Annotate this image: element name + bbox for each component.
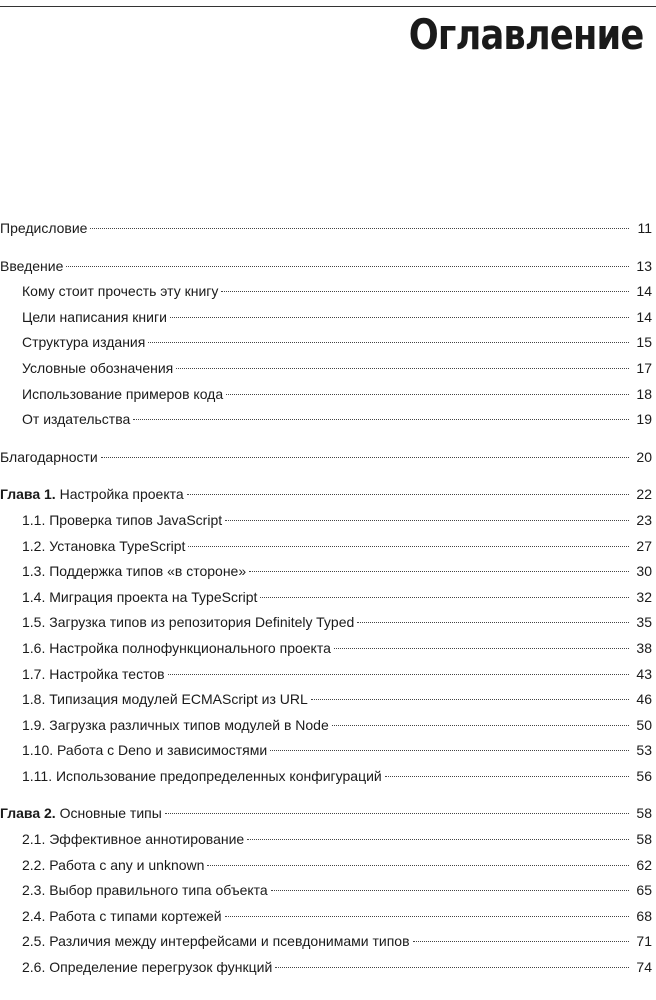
toc-page-number: 22: [636, 486, 652, 503]
toc-entry[interactable]: [0, 585, 656, 611]
toc-entry[interactable]: [0, 254, 656, 280]
leader-dots: [221, 291, 629, 292]
toc-chapter-entry[interactable]: [0, 801, 656, 827]
toc-entry-text: Цели написания книги: [22, 305, 167, 331]
leader-dots: [66, 266, 629, 267]
toc-entry[interactable]: [0, 559, 656, 585]
leader-dots: [101, 457, 629, 458]
toc-entry-text: Глава 2. Основные типы: [0, 801, 162, 827]
toc-entry-text: Предисловие: [0, 216, 87, 242]
toc-entry[interactable]: [0, 407, 656, 433]
toc-entry-text: 2.4. Работа с типами кортежей: [22, 904, 222, 930]
toc-entry[interactable]: [0, 356, 656, 382]
leader-dots: [225, 520, 629, 521]
toc-entry-text: 1.11. Использование предопределенных конфигураций: [22, 764, 382, 790]
toc-page-number: 32: [636, 588, 652, 605]
toc-page-number: 35: [636, 614, 652, 631]
toc-entry[interactable]: [0, 534, 656, 560]
toc-entry-text: 1.3. Поддержка типов «в стороне»: [22, 559, 246, 585]
leader-dots: [176, 368, 629, 369]
toc-page-number: 65: [636, 882, 652, 899]
toc-page-number: 58: [636, 805, 652, 822]
chapter-label: Глава 1.: [0, 486, 56, 503]
leader-dots: [249, 571, 629, 572]
leader-dots: [385, 776, 629, 777]
leader-dots: [260, 597, 629, 598]
leader-dots: [275, 967, 629, 968]
leader-dots: [225, 916, 629, 917]
toc-page-number: 18: [636, 385, 652, 402]
toc-chapter-entry[interactable]: [0, 482, 656, 508]
toc-entry-text: 1.7. Настройка тестов: [22, 662, 165, 688]
toc-entry[interactable]: [0, 305, 656, 331]
toc-entry-text: 1.4. Миграция проекта на TypeScript: [22, 585, 257, 611]
toc-entry[interactable]: [0, 827, 656, 853]
leader-dots: [334, 648, 629, 649]
toc-entry-text: Использование примеров кода: [22, 382, 223, 408]
chapter-label: Глава 2.: [0, 805, 56, 822]
toc-page-number: 46: [636, 691, 652, 708]
toc-page-number: 71: [636, 933, 652, 950]
toc-entry[interactable]: [0, 955, 656, 981]
toc-entry-text: От издательства: [22, 407, 130, 433]
toc-page-number: 11: [637, 220, 652, 236]
toc-entry-text: Глава 1. Настройка проекта: [0, 482, 184, 508]
toc-page-number: 74: [636, 959, 652, 976]
leader-dots: [226, 394, 629, 395]
toc-entry[interactable]: [0, 904, 656, 930]
toc-page-number: 14: [636, 283, 652, 300]
toc-entry-text: Условные обозначения: [22, 356, 173, 382]
toc-page-number: 50: [636, 716, 652, 733]
toc-entry-text: 1.2. Установка TypeScript: [22, 534, 185, 560]
toc-entry[interactable]: [0, 713, 656, 739]
toc-entry-text: 1.9. Загрузка различных типов модулей в Node: [22, 713, 329, 739]
toc-entry-text: 1.10. Работа с Deno и зависимостями: [22, 738, 267, 764]
toc-entry[interactable]: [0, 878, 656, 904]
toc-page-number: 14: [636, 308, 652, 325]
toc-entry-text: Кому стоит прочесть эту книгу: [22, 279, 218, 305]
toc-entry-text: 1.1. Проверка типов JavaScript: [22, 508, 222, 534]
leader-dots: [247, 839, 629, 840]
leader-dots: [187, 494, 629, 495]
toc-entry[interactable]: [0, 764, 656, 790]
table-of-contents: [0, 216, 656, 981]
leader-dots: [413, 941, 629, 942]
leader-dots: [270, 750, 629, 751]
toc-entry[interactable]: [0, 853, 656, 879]
toc-page-number: 62: [636, 856, 652, 873]
toc-entry-text: Введение: [0, 254, 63, 280]
toc-entry-text: 1.8. Типизация модулей ECMAScript из URL: [22, 687, 308, 713]
toc-entry-text: 1.5. Загрузка типов из репозитория Definitely Typed: [22, 610, 354, 636]
leader-dots: [311, 699, 629, 700]
toc-entry[interactable]: [0, 330, 656, 356]
toc-page-number: 53: [636, 742, 652, 759]
toc-entry[interactable]: [0, 445, 656, 471]
leader-dots: [332, 725, 629, 726]
toc-entry[interactable]: [0, 610, 656, 636]
toc-page-number: 38: [636, 639, 652, 656]
toc-entry[interactable]: [0, 929, 656, 955]
toc-page-number: 68: [636, 907, 652, 924]
toc-page-number: 56: [636, 767, 652, 784]
toc-page-number: 17: [636, 359, 652, 376]
toc-page-number: 27: [636, 537, 652, 554]
toc-entry[interactable]: [0, 687, 656, 713]
leader-dots: [271, 890, 629, 891]
leader-dots: [357, 622, 629, 623]
toc-entry-text: 2.6. Определение перегрузок функций: [22, 955, 272, 981]
toc-entry[interactable]: [0, 636, 656, 662]
leader-dots: [188, 546, 629, 547]
leader-dots: [148, 342, 629, 343]
toc-entry-text: 2.1. Эффективное аннотирование: [22, 827, 244, 853]
top-rule: [0, 6, 656, 7]
toc-page-number: 23: [636, 511, 652, 528]
leader-dots: [207, 865, 629, 866]
toc-entry[interactable]: [0, 279, 656, 305]
toc-page-number: 13: [636, 257, 652, 274]
toc-entry-text: Структура издания: [22, 330, 145, 356]
toc-entry[interactable]: [0, 738, 656, 764]
toc-page-number: 30: [636, 563, 652, 580]
toc-page-number: 20: [636, 448, 652, 465]
toc-page-number: 15: [636, 334, 652, 351]
toc-page-number: 19: [636, 411, 652, 428]
toc-entry-text: 2.5. Различия между интерфейсами и псевдонимами типов: [22, 929, 410, 955]
toc-entry[interactable]: [0, 662, 656, 688]
toc-entry[interactable]: [0, 216, 656, 242]
leader-dots: [133, 419, 629, 420]
toc-entry-text: 2.2. Работа с any и unknown: [22, 853, 204, 879]
toc-entry-text: 1.6. Настройка полнофункционального проекта: [22, 636, 331, 662]
leader-dots: [90, 228, 629, 229]
toc-page-number: 43: [636, 665, 652, 682]
toc-entry[interactable]: [0, 382, 656, 408]
toc-entry-text: 2.3. Выбор правильного типа объекта: [22, 878, 268, 904]
toc-entry[interactable]: [0, 508, 656, 534]
toc-page-number: 58: [636, 831, 652, 848]
toc-entry-text: Благодарности: [0, 445, 98, 471]
leader-dots: [168, 674, 629, 675]
leader-dots: [165, 813, 629, 814]
page-title: Оглавление: [409, 10, 644, 59]
leader-dots: [170, 317, 629, 318]
